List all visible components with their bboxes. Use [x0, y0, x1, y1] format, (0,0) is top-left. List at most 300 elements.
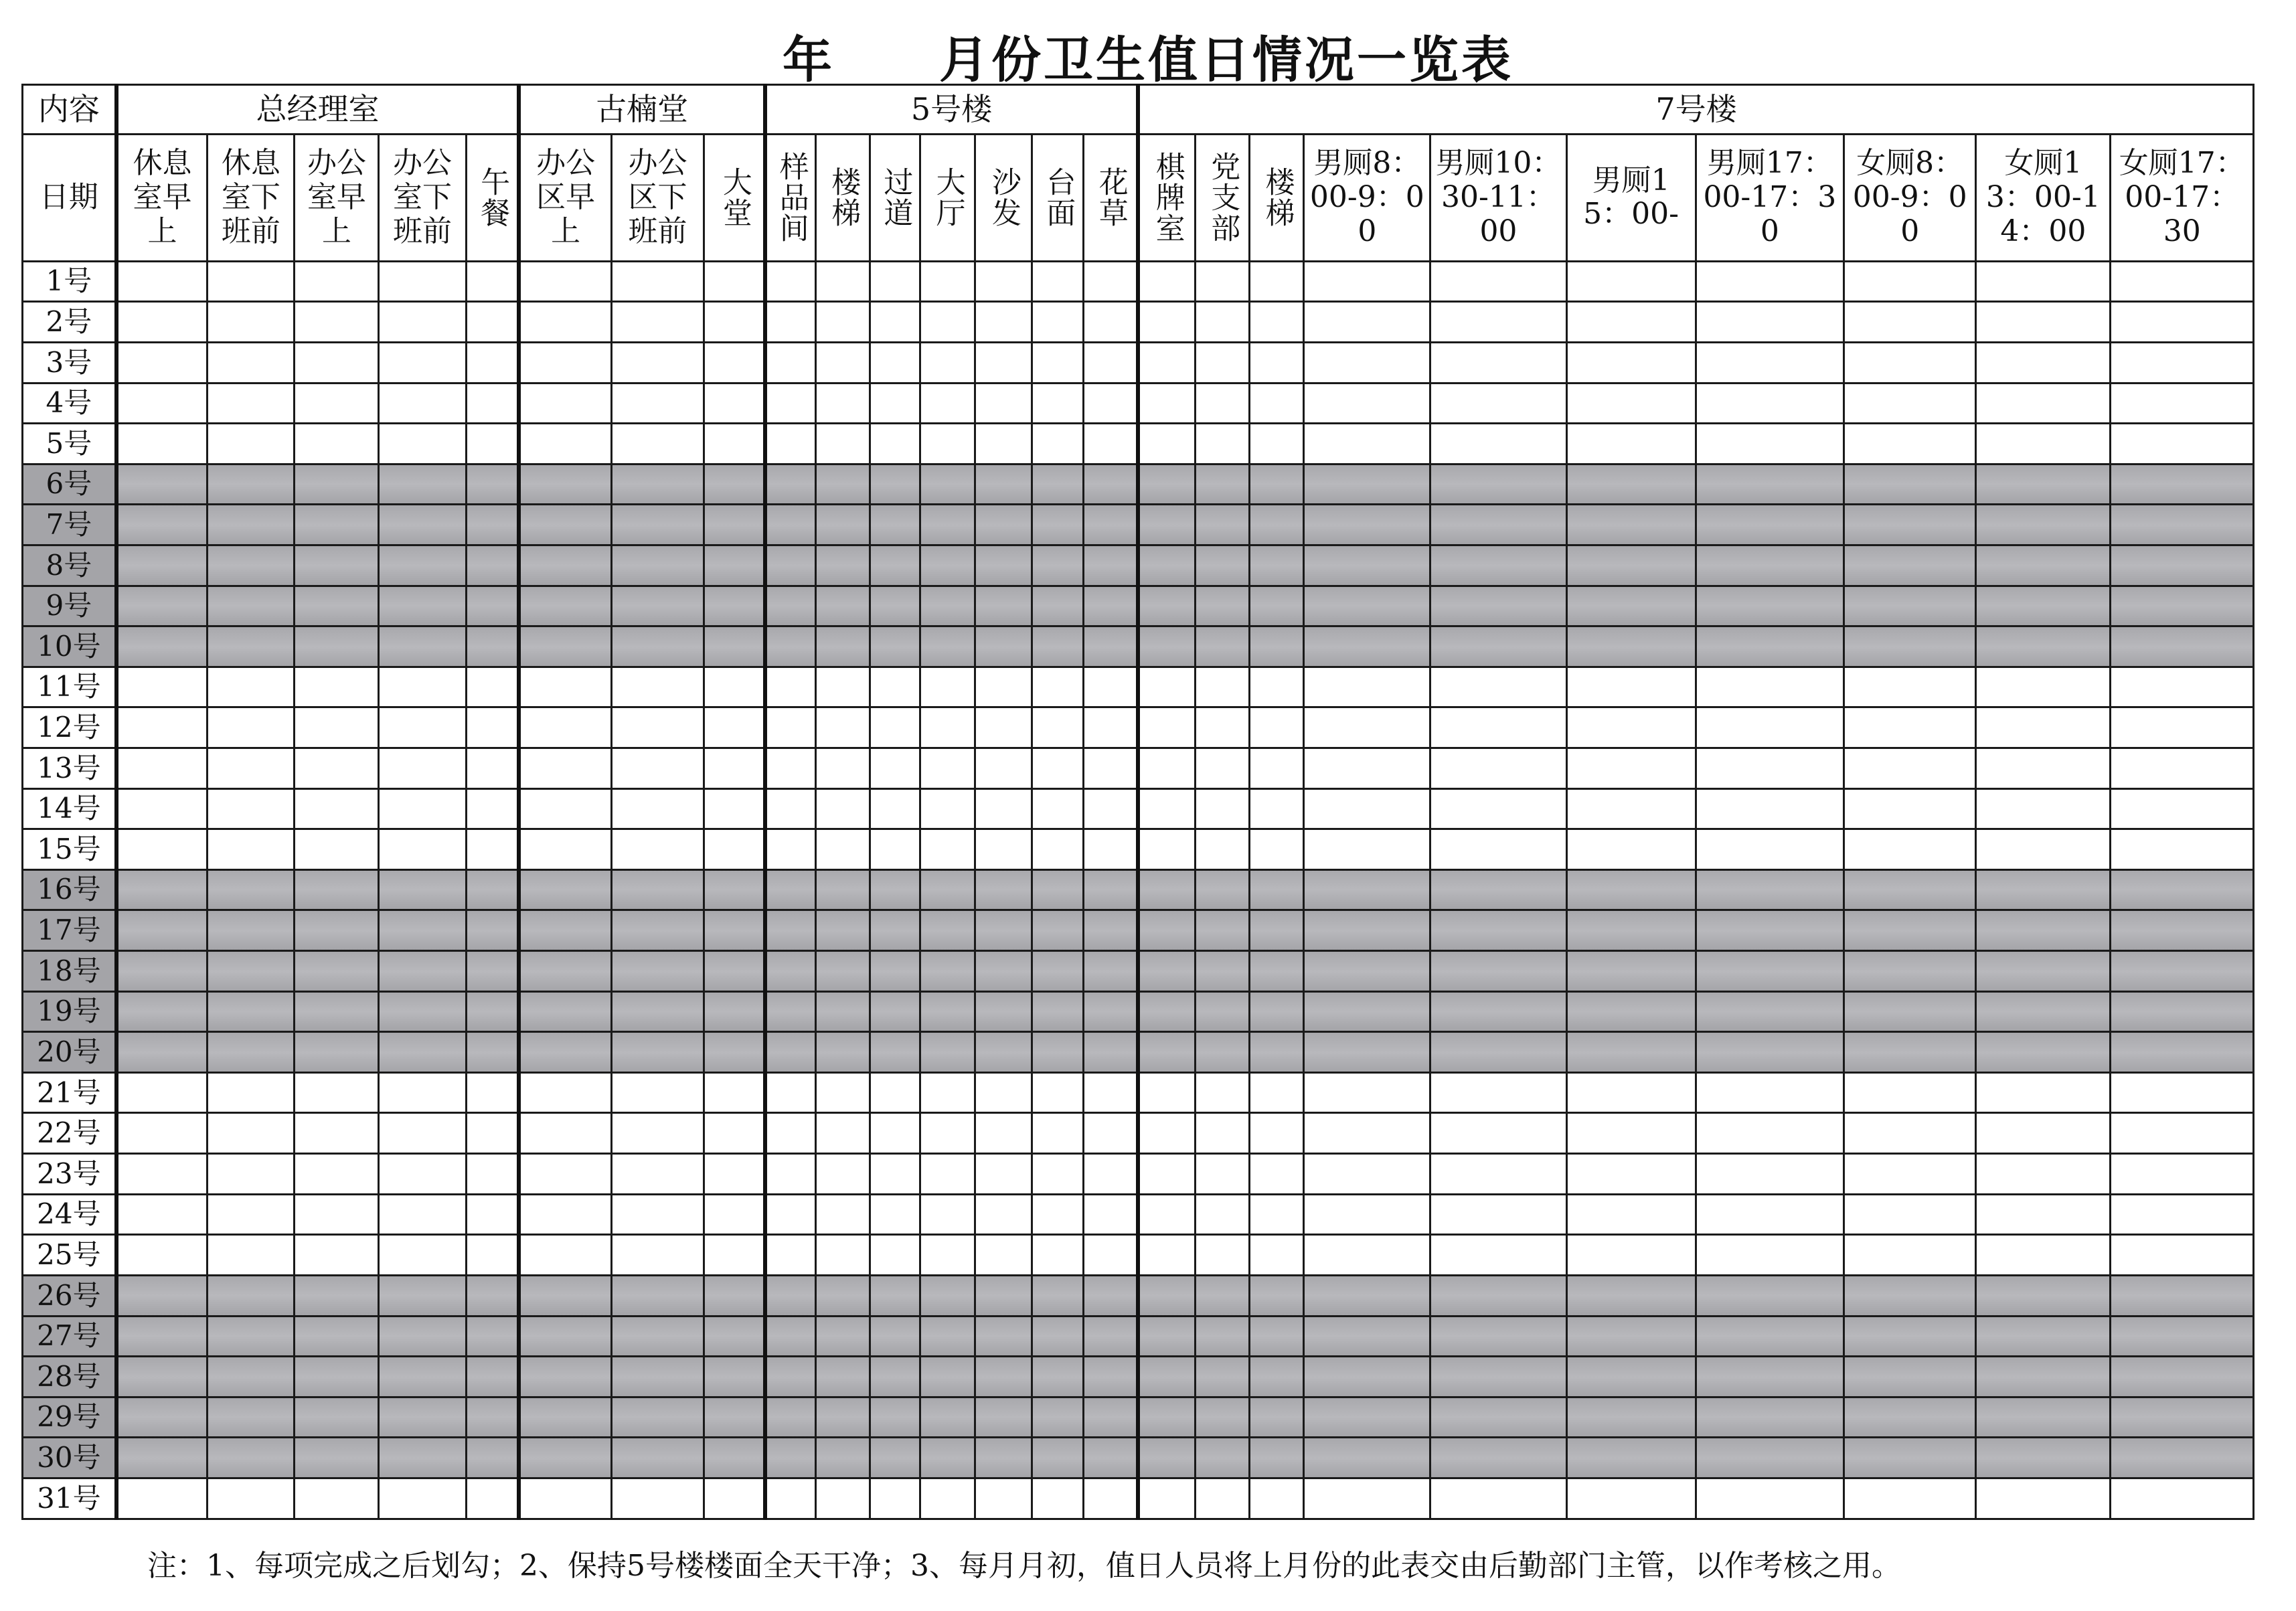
check-cell[interactable]: [466, 1397, 519, 1438]
check-cell[interactable]: [1195, 1438, 1249, 1478]
check-cell[interactable]: [1976, 302, 2111, 343]
check-cell[interactable]: [1195, 1032, 1249, 1073]
check-cell[interactable]: [920, 788, 975, 829]
check-cell[interactable]: [1084, 1194, 1138, 1235]
check-cell[interactable]: [379, 788, 466, 829]
check-cell[interactable]: [920, 342, 975, 383]
check-cell[interactable]: [1304, 869, 1430, 910]
check-cell[interactable]: [975, 1072, 1032, 1113]
check-cell[interactable]: [1976, 1194, 2111, 1235]
check-cell[interactable]: [920, 626, 975, 667]
check-cell[interactable]: [1304, 626, 1430, 667]
check-cell[interactable]: [1696, 1194, 1844, 1235]
check-cell[interactable]: [765, 1154, 815, 1195]
check-cell[interactable]: [1430, 302, 1566, 343]
check-cell[interactable]: [519, 424, 611, 464]
check-cell[interactable]: [1976, 545, 2111, 586]
check-cell[interactable]: [379, 1194, 466, 1235]
check-cell[interactable]: [466, 505, 519, 545]
check-cell[interactable]: [379, 586, 466, 626]
check-cell[interactable]: [870, 383, 920, 424]
check-cell[interactable]: [815, 626, 870, 667]
check-cell[interactable]: [1195, 1357, 1249, 1397]
check-cell[interactable]: [1195, 951, 1249, 992]
check-cell[interactable]: [1430, 991, 1566, 1032]
check-cell[interactable]: [1696, 626, 1844, 667]
check-cell[interactable]: [920, 707, 975, 748]
check-cell[interactable]: [1250, 1154, 1304, 1195]
check-cell[interactable]: [1976, 788, 2111, 829]
check-cell[interactable]: [611, 1397, 704, 1438]
check-cell[interactable]: [519, 707, 611, 748]
check-cell[interactable]: [1250, 1032, 1304, 1073]
check-cell[interactable]: [1844, 910, 1976, 951]
check-cell[interactable]: [765, 1478, 815, 1519]
check-cell[interactable]: [1304, 1438, 1430, 1478]
check-cell[interactable]: [975, 424, 1032, 464]
check-cell[interactable]: [975, 302, 1032, 343]
check-cell[interactable]: [1696, 1235, 1844, 1276]
check-cell[interactable]: [920, 991, 975, 1032]
check-cell[interactable]: [975, 829, 1032, 870]
check-cell[interactable]: [1084, 1113, 1138, 1154]
check-cell[interactable]: [815, 586, 870, 626]
check-cell[interactable]: [611, 1154, 704, 1195]
check-cell[interactable]: [815, 667, 870, 707]
check-cell[interactable]: [1304, 788, 1430, 829]
check-cell[interactable]: [116, 1357, 208, 1397]
check-cell[interactable]: [1250, 748, 1304, 789]
check-cell[interactable]: [295, 424, 379, 464]
check-cell[interactable]: [1138, 626, 1195, 667]
check-cell[interactable]: [1250, 342, 1304, 383]
check-cell[interactable]: [1696, 1113, 1844, 1154]
check-cell[interactable]: [1430, 1194, 1566, 1235]
check-cell[interactable]: [975, 1235, 1032, 1276]
check-cell[interactable]: [704, 1357, 765, 1397]
check-cell[interactable]: [1032, 667, 1083, 707]
check-cell[interactable]: [920, 545, 975, 586]
check-cell[interactable]: [116, 1438, 208, 1478]
check-cell[interactable]: [704, 951, 765, 992]
check-cell[interactable]: [1696, 505, 1844, 545]
check-cell[interactable]: [704, 424, 765, 464]
check-cell[interactable]: [1976, 1397, 2111, 1438]
check-cell[interactable]: [2111, 505, 2254, 545]
check-cell[interactable]: [1084, 1478, 1138, 1519]
check-cell[interactable]: [920, 829, 975, 870]
check-cell[interactable]: [1430, 1235, 1566, 1276]
check-cell[interactable]: [975, 261, 1032, 302]
check-cell[interactable]: [2111, 667, 2254, 707]
check-cell[interactable]: [1696, 1316, 1844, 1357]
check-cell[interactable]: [519, 383, 611, 424]
check-cell[interactable]: [1976, 1438, 2111, 1478]
check-cell[interactable]: [704, 261, 765, 302]
check-cell[interactable]: [379, 1397, 466, 1438]
check-cell[interactable]: [1195, 991, 1249, 1032]
check-cell[interactable]: [116, 342, 208, 383]
check-cell[interactable]: [920, 1478, 975, 1519]
check-cell[interactable]: [466, 1072, 519, 1113]
check-cell[interactable]: [704, 505, 765, 545]
check-cell[interactable]: [1304, 1478, 1430, 1519]
check-cell[interactable]: [1304, 342, 1430, 383]
check-cell[interactable]: [920, 1357, 975, 1397]
check-cell[interactable]: [295, 1357, 379, 1397]
check-cell[interactable]: [1430, 748, 1566, 789]
check-cell[interactable]: [379, 342, 466, 383]
check-cell[interactable]: [208, 1275, 295, 1316]
check-cell[interactable]: [2111, 464, 2254, 505]
check-cell[interactable]: [611, 342, 704, 383]
check-cell[interactable]: [1084, 545, 1138, 586]
check-cell[interactable]: [1250, 667, 1304, 707]
check-cell[interactable]: [1566, 1438, 1696, 1478]
check-cell[interactable]: [379, 1032, 466, 1073]
check-cell[interactable]: [1566, 1113, 1696, 1154]
check-cell[interactable]: [870, 342, 920, 383]
check-cell[interactable]: [765, 869, 815, 910]
check-cell[interactable]: [1566, 383, 1696, 424]
check-cell[interactable]: [2111, 302, 2254, 343]
check-cell[interactable]: [765, 342, 815, 383]
check-cell[interactable]: [466, 869, 519, 910]
check-cell[interactable]: [1250, 1397, 1304, 1438]
check-cell[interactable]: [765, 910, 815, 951]
check-cell[interactable]: [1566, 748, 1696, 789]
check-cell[interactable]: [116, 1072, 208, 1113]
check-cell[interactable]: [1696, 1438, 1844, 1478]
check-cell[interactable]: [870, 829, 920, 870]
check-cell[interactable]: [815, 545, 870, 586]
check-cell[interactable]: [379, 1113, 466, 1154]
check-cell[interactable]: [611, 707, 704, 748]
check-cell[interactable]: [1844, 545, 1976, 586]
check-cell[interactable]: [1250, 586, 1304, 626]
check-cell[interactable]: [466, 667, 519, 707]
check-cell[interactable]: [208, 586, 295, 626]
check-cell[interactable]: [870, 1357, 920, 1397]
check-cell[interactable]: [1032, 464, 1083, 505]
check-cell[interactable]: [1844, 748, 1976, 789]
check-cell[interactable]: [920, 586, 975, 626]
check-cell[interactable]: [1304, 991, 1430, 1032]
check-cell[interactable]: [1250, 1357, 1304, 1397]
check-cell[interactable]: [704, 1275, 765, 1316]
check-cell[interactable]: [815, 261, 870, 302]
check-cell[interactable]: [1084, 1316, 1138, 1357]
check-cell[interactable]: [1032, 424, 1083, 464]
check-cell[interactable]: [519, 302, 611, 343]
check-cell[interactable]: [379, 991, 466, 1032]
check-cell[interactable]: [1195, 1316, 1249, 1357]
check-cell[interactable]: [870, 1113, 920, 1154]
check-cell[interactable]: [379, 910, 466, 951]
check-cell[interactable]: [1138, 1032, 1195, 1073]
check-cell[interactable]: [208, 869, 295, 910]
check-cell[interactable]: [519, 586, 611, 626]
check-cell[interactable]: [1032, 707, 1083, 748]
check-cell[interactable]: [1084, 1072, 1138, 1113]
check-cell[interactable]: [466, 1357, 519, 1397]
check-cell[interactable]: [920, 1235, 975, 1276]
check-cell[interactable]: [765, 1113, 815, 1154]
check-cell[interactable]: [1304, 829, 1430, 870]
check-cell[interactable]: [870, 1275, 920, 1316]
check-cell[interactable]: [920, 1397, 975, 1438]
check-cell[interactable]: [208, 424, 295, 464]
check-cell[interactable]: [1032, 788, 1083, 829]
check-cell[interactable]: [1084, 951, 1138, 992]
check-cell[interactable]: [704, 991, 765, 1032]
check-cell[interactable]: [1304, 748, 1430, 789]
check-cell[interactable]: [519, 1357, 611, 1397]
check-cell[interactable]: [1195, 545, 1249, 586]
check-cell[interactable]: [116, 707, 208, 748]
check-cell[interactable]: [1566, 707, 1696, 748]
check-cell[interactable]: [975, 1113, 1032, 1154]
check-cell[interactable]: [1844, 667, 1976, 707]
check-cell[interactable]: [1566, 1397, 1696, 1438]
check-cell[interactable]: [379, 545, 466, 586]
check-cell[interactable]: [1138, 383, 1195, 424]
check-cell[interactable]: [765, 667, 815, 707]
check-cell[interactable]: [208, 1357, 295, 1397]
check-cell[interactable]: [2111, 1275, 2254, 1316]
check-cell[interactable]: [1138, 1194, 1195, 1235]
check-cell[interactable]: [1084, 1397, 1138, 1438]
check-cell[interactable]: [1844, 464, 1976, 505]
check-cell[interactable]: [116, 383, 208, 424]
check-cell[interactable]: [295, 707, 379, 748]
check-cell[interactable]: [611, 586, 704, 626]
check-cell[interactable]: [1566, 991, 1696, 1032]
check-cell[interactable]: [1138, 342, 1195, 383]
check-cell[interactable]: [1844, 1357, 1976, 1397]
check-cell[interactable]: [1566, 869, 1696, 910]
check-cell[interactable]: [1430, 626, 1566, 667]
check-cell[interactable]: [1844, 261, 1976, 302]
check-cell[interactable]: [2111, 1113, 2254, 1154]
check-cell[interactable]: [1844, 1235, 1976, 1276]
check-cell[interactable]: [1430, 464, 1566, 505]
check-cell[interactable]: [1195, 383, 1249, 424]
check-cell[interactable]: [295, 869, 379, 910]
check-cell[interactable]: [611, 667, 704, 707]
check-cell[interactable]: [1696, 748, 1844, 789]
check-cell[interactable]: [1195, 1154, 1249, 1195]
check-cell[interactable]: [1844, 1478, 1976, 1519]
check-cell[interactable]: [765, 991, 815, 1032]
check-cell[interactable]: [1430, 951, 1566, 992]
check-cell[interactable]: [466, 1032, 519, 1073]
check-cell[interactable]: [975, 951, 1032, 992]
check-cell[interactable]: [1844, 991, 1976, 1032]
check-cell[interactable]: [1976, 586, 2111, 626]
check-cell[interactable]: [704, 910, 765, 951]
check-cell[interactable]: [975, 1032, 1032, 1073]
check-cell[interactable]: [295, 1072, 379, 1113]
check-cell[interactable]: [975, 788, 1032, 829]
check-cell[interactable]: [1430, 1032, 1566, 1073]
check-cell[interactable]: [1195, 505, 1249, 545]
check-cell[interactable]: [975, 910, 1032, 951]
check-cell[interactable]: [975, 342, 1032, 383]
check-cell[interactable]: [1138, 869, 1195, 910]
check-cell[interactable]: [1250, 1478, 1304, 1519]
check-cell[interactable]: [704, 788, 765, 829]
check-cell[interactable]: [2111, 424, 2254, 464]
check-cell[interactable]: [920, 1113, 975, 1154]
check-cell[interactable]: [1250, 302, 1304, 343]
check-cell[interactable]: [1250, 1194, 1304, 1235]
check-cell[interactable]: [208, 1478, 295, 1519]
check-cell[interactable]: [519, 910, 611, 951]
check-cell[interactable]: [1696, 586, 1844, 626]
check-cell[interactable]: [519, 1194, 611, 1235]
check-cell[interactable]: [870, 748, 920, 789]
check-cell[interactable]: [1032, 505, 1083, 545]
check-cell[interactable]: [765, 829, 815, 870]
check-cell[interactable]: [519, 1072, 611, 1113]
check-cell[interactable]: [1304, 1235, 1430, 1276]
check-cell[interactable]: [975, 505, 1032, 545]
check-cell[interactable]: [1138, 1113, 1195, 1154]
check-cell[interactable]: [1844, 424, 1976, 464]
check-cell[interactable]: [1032, 1438, 1083, 1478]
check-cell[interactable]: [815, 748, 870, 789]
check-cell[interactable]: [1844, 1438, 1976, 1478]
check-cell[interactable]: [1976, 505, 2111, 545]
check-cell[interactable]: [1084, 1235, 1138, 1276]
check-cell[interactable]: [1844, 626, 1976, 667]
check-cell[interactable]: [1250, 1113, 1304, 1154]
check-cell[interactable]: [1250, 1275, 1304, 1316]
check-cell[interactable]: [116, 951, 208, 992]
check-cell[interactable]: [1430, 1357, 1566, 1397]
check-cell[interactable]: [975, 1194, 1032, 1235]
check-cell[interactable]: [815, 383, 870, 424]
check-cell[interactable]: [1250, 829, 1304, 870]
check-cell[interactable]: [2111, 1072, 2254, 1113]
check-cell[interactable]: [920, 261, 975, 302]
check-cell[interactable]: [611, 1438, 704, 1478]
check-cell[interactable]: [765, 951, 815, 992]
check-cell[interactable]: [1696, 788, 1844, 829]
check-cell[interactable]: [1195, 788, 1249, 829]
check-cell[interactable]: [1084, 626, 1138, 667]
check-cell[interactable]: [1138, 1275, 1195, 1316]
check-cell[interactable]: [208, 464, 295, 505]
check-cell[interactable]: [2111, 1032, 2254, 1073]
check-cell[interactable]: [379, 869, 466, 910]
check-cell[interactable]: [1304, 464, 1430, 505]
check-cell[interactable]: [1195, 424, 1249, 464]
check-cell[interactable]: [704, 626, 765, 667]
check-cell[interactable]: [1195, 829, 1249, 870]
check-cell[interactable]: [1844, 383, 1976, 424]
check-cell[interactable]: [208, 302, 295, 343]
check-cell[interactable]: [2111, 545, 2254, 586]
check-cell[interactable]: [1304, 1113, 1430, 1154]
check-cell[interactable]: [704, 383, 765, 424]
check-cell[interactable]: [1138, 910, 1195, 951]
check-cell[interactable]: [1250, 951, 1304, 992]
check-cell[interactable]: [1696, 1397, 1844, 1438]
check-cell[interactable]: [815, 1397, 870, 1438]
check-cell[interactable]: [208, 788, 295, 829]
check-cell[interactable]: [116, 1478, 208, 1519]
check-cell[interactable]: [1844, 505, 1976, 545]
check-cell[interactable]: [295, 342, 379, 383]
check-cell[interactable]: [519, 829, 611, 870]
check-cell[interactable]: [1032, 586, 1083, 626]
check-cell[interactable]: [1696, 667, 1844, 707]
check-cell[interactable]: [815, 464, 870, 505]
check-cell[interactable]: [1844, 1113, 1976, 1154]
check-cell[interactable]: [1304, 1194, 1430, 1235]
check-cell[interactable]: [1976, 261, 2111, 302]
check-cell[interactable]: [975, 626, 1032, 667]
check-cell[interactable]: [815, 302, 870, 343]
check-cell[interactable]: [1566, 1275, 1696, 1316]
check-cell[interactable]: [1084, 342, 1138, 383]
check-cell[interactable]: [379, 1478, 466, 1519]
check-cell[interactable]: [975, 1397, 1032, 1438]
check-cell[interactable]: [704, 1072, 765, 1113]
check-cell[interactable]: [1696, 464, 1844, 505]
check-cell[interactable]: [2111, 1438, 2254, 1478]
check-cell[interactable]: [2111, 626, 2254, 667]
check-cell[interactable]: [611, 788, 704, 829]
check-cell[interactable]: [1304, 1032, 1430, 1073]
check-cell[interactable]: [1844, 1032, 1976, 1073]
check-cell[interactable]: [870, 626, 920, 667]
check-cell[interactable]: [1304, 545, 1430, 586]
check-cell[interactable]: [1032, 1275, 1083, 1316]
check-cell[interactable]: [611, 1235, 704, 1276]
check-cell[interactable]: [1138, 1316, 1195, 1357]
check-cell[interactable]: [1084, 910, 1138, 951]
check-cell[interactable]: [611, 464, 704, 505]
check-cell[interactable]: [519, 1438, 611, 1478]
check-cell[interactable]: [208, 707, 295, 748]
check-cell[interactable]: [1138, 1235, 1195, 1276]
check-cell[interactable]: [765, 1072, 815, 1113]
check-cell[interactable]: [870, 1032, 920, 1073]
check-cell[interactable]: [2111, 383, 2254, 424]
check-cell[interactable]: [1084, 1032, 1138, 1073]
check-cell[interactable]: [208, 1032, 295, 1073]
check-cell[interactable]: [1844, 1275, 1976, 1316]
check-cell[interactable]: [2111, 1478, 2254, 1519]
check-cell[interactable]: [208, 910, 295, 951]
check-cell[interactable]: [295, 1194, 379, 1235]
check-cell[interactable]: [1250, 1235, 1304, 1276]
check-cell[interactable]: [208, 991, 295, 1032]
check-cell[interactable]: [116, 1113, 208, 1154]
check-cell[interactable]: [1976, 1478, 2111, 1519]
check-cell[interactable]: [295, 586, 379, 626]
check-cell[interactable]: [379, 1235, 466, 1276]
check-cell[interactable]: [1084, 707, 1138, 748]
check-cell[interactable]: [1976, 383, 2111, 424]
check-cell[interactable]: [208, 383, 295, 424]
check-cell[interactable]: [379, 829, 466, 870]
check-cell[interactable]: [1696, 545, 1844, 586]
check-cell[interactable]: [379, 464, 466, 505]
